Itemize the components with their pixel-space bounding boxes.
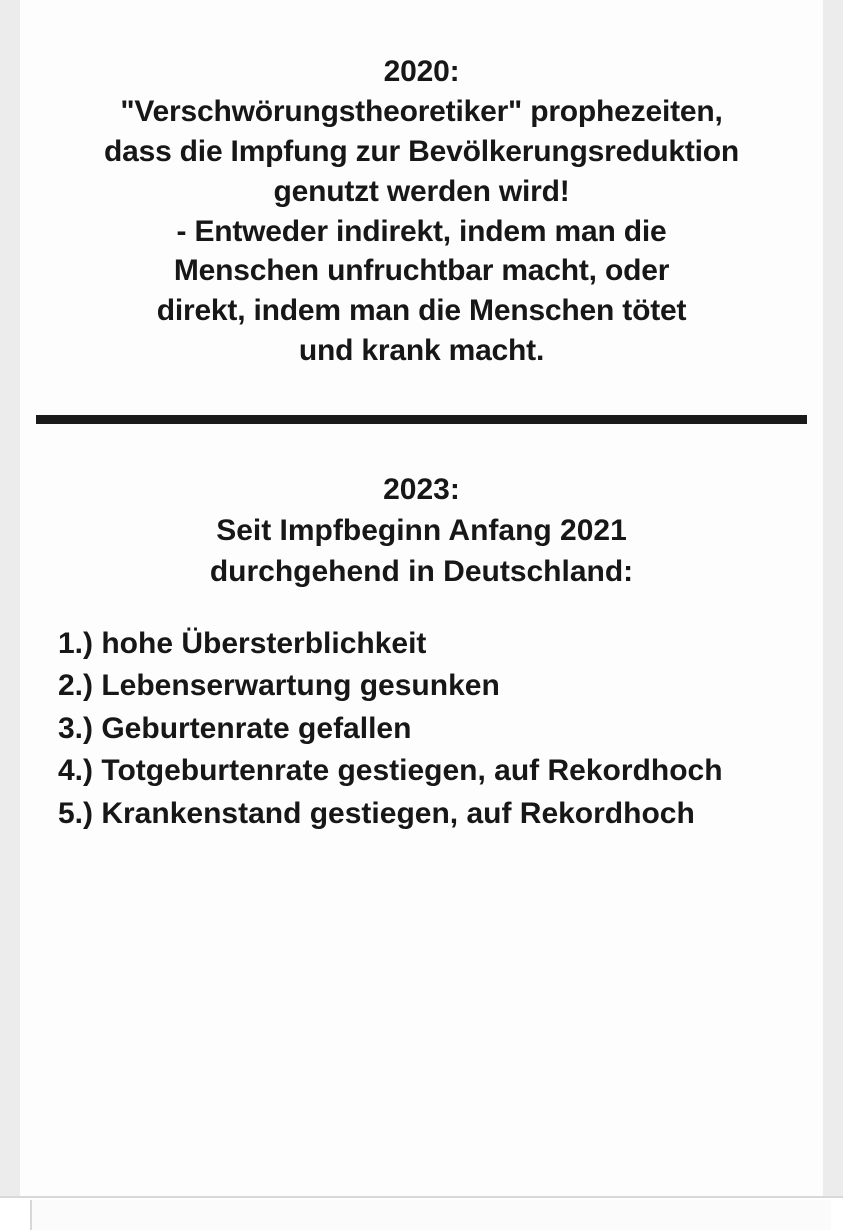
list-item: 1.) hohe Übersterblichkeit — [58, 626, 427, 660]
top-line-7: direkt, indem man die Menschen tötet — [156, 294, 687, 328]
top-line-1: 2020: — [383, 55, 460, 88]
bottom-heading-3: durchgehend in Deutschland: — [209, 554, 634, 588]
claims-list — [48, 623, 795, 836]
list-item: 3.) Geburtenrate gefallen — [58, 711, 412, 745]
bottom-edge-inner — [30, 1200, 831, 1230]
bottom-heading-1: 2023: — [383, 473, 460, 507]
list-item: 2.) Lebenserwartung gesunken — [58, 669, 500, 703]
top-line-3: dass die Impfung zur Bevölkerungsreduktion — [103, 134, 740, 168]
top-line-8: und krank macht. — [298, 334, 545, 368]
top-line-5: - Entweder indirekt, indem man die — [176, 214, 667, 248]
bottom-text-block — [20, 424, 823, 835]
top-line-6: Menschen unfruchtbar macht, oder — [173, 254, 670, 288]
right-margin-strip — [823, 0, 843, 1230]
list-item: 5.) Krankenstand gestiegen, auf Rekordhoch — [58, 796, 695, 830]
top-line-2: "Verschwörungstheoretiker" prophezeiten, — [120, 94, 723, 128]
bottom-heading-2: Seit Impfbeginn Anfang 2021 — [216, 513, 627, 547]
horizontal-divider — [36, 415, 807, 424]
top-line-4: genutzt werden wird! — [273, 174, 570, 208]
list-item: 4.) Totgeburtenrate gestiegen, auf Rekordhoch — [58, 754, 723, 788]
left-margin-strip — [0, 0, 20, 1230]
top-text-block — [20, 0, 823, 371]
bottom-edge-strip — [0, 1196, 843, 1230]
text-content-area — [20, 0, 823, 1230]
